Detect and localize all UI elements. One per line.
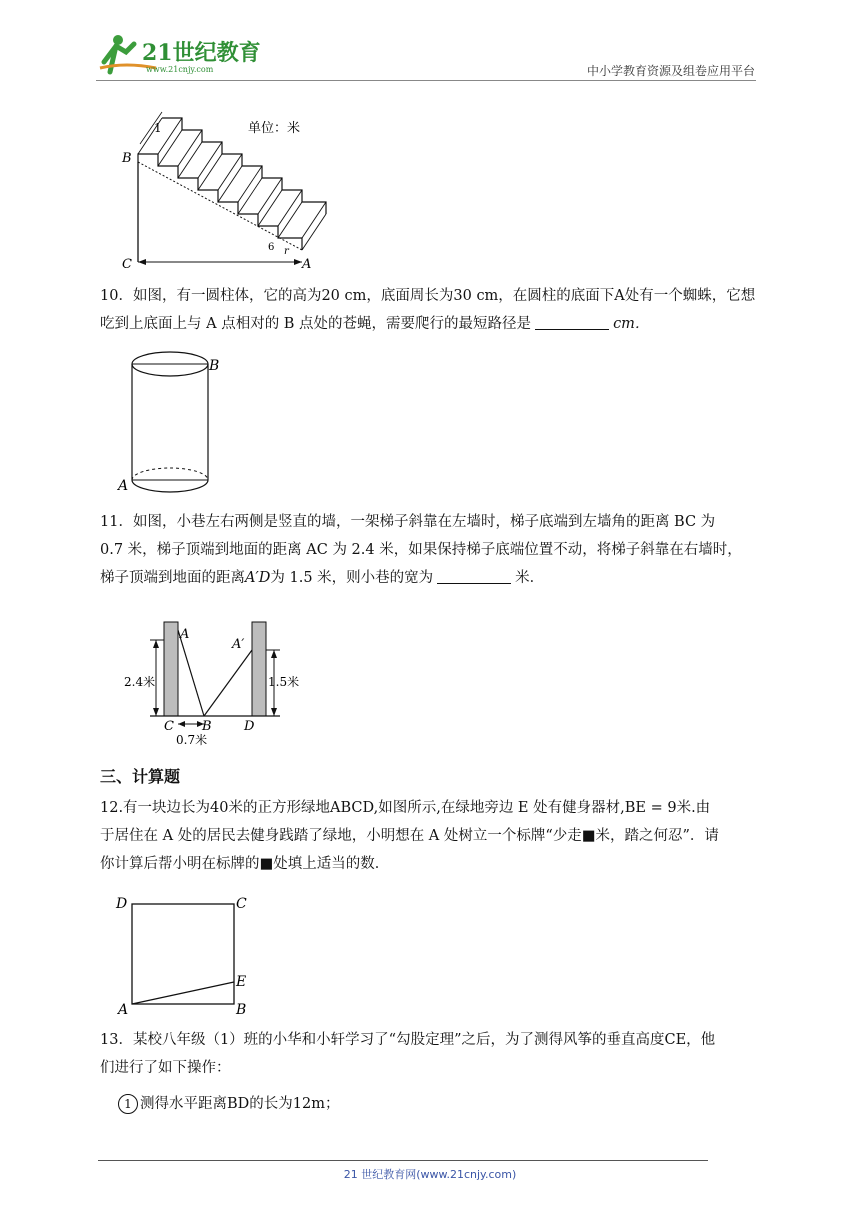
q10-unit: cm． [613, 316, 650, 332]
footer-divider [98, 1160, 708, 1161]
logo-main-text: 21世纪教育 [142, 40, 261, 66]
question-10 [100, 282, 760, 338]
stairs-label-6: 6 [268, 242, 275, 253]
q12-line2: 于居住在 A 处的居民去健身践踏了绿地，小明想在 A 处树立一个标牌“少走■米，踏之何忍”．请 [100, 828, 719, 844]
question-11 [100, 508, 760, 592]
header-platform-text: 中小学教育资源及组卷应用平台 [586, 64, 755, 78]
ladder-figure [124, 618, 314, 750]
footer-link[interactable]: 21 世纪教育网(www.21cnjy.com) [343, 1168, 517, 1181]
q11-line3a: 梯子顶端到地面的距离 [100, 570, 245, 586]
question-12 [100, 794, 760, 878]
ladder-label-D: D [244, 719, 255, 734]
q12-line1: 12.有一块边长为40米的正方形绿地ABCD,如图所示,在绿地旁边 E 处有健身器材,BE = 9米.由 [100, 800, 711, 816]
q11-answer-blank[interactable] [437, 567, 511, 584]
q11-line2: 0.7 米，梯子顶端到地面的距离 AC 为 2.4 米，如果保持梯子底端位置不动，将梯子斜靠在右墙时， [100, 542, 742, 558]
ladder-label-right-height: 1.5米 [268, 675, 300, 689]
ladder-label-left-height: 2.4米 [124, 675, 156, 689]
q10-answer-blank[interactable] [535, 313, 609, 330]
ladder-label-A: A [180, 627, 190, 642]
q10-text: 10．如图，有一圆柱体，它的高为20 cm，底面周长为30 cm，在圆柱的底面下A处有一个蜘蛛，它想吃到上底面上与 A 点相对的 B 点处的苍蝇，需要爬行的最短路径是 [100, 288, 756, 332]
q11-line3c: 米． [515, 570, 545, 586]
square-label-E: E [236, 974, 247, 990]
q12-line3: 你计算后帮小明在标牌的■处填上适当的数． [100, 856, 390, 872]
cylinder-figure [114, 346, 224, 494]
q13-line2: 们进行了如下操作： [100, 1060, 231, 1076]
q11-line3b: 为 1.5 米，则小巷的宽为 [270, 570, 434, 586]
stairs-label-A: A [302, 257, 312, 272]
q11-line1: 11．如图，小巷左右两侧是竖直的墙，一架梯子斜靠在左墙时，梯子底端到左墙角的距离 BC 为 [100, 514, 716, 530]
logo-sub-text: www.21cnjy.com [146, 65, 214, 74]
site-logo [96, 32, 266, 76]
question-13 [100, 1026, 760, 1118]
stairs-label-B: B [122, 151, 132, 166]
ladder-label-A-prime: A′ [232, 637, 245, 652]
square-label-C: C [236, 896, 247, 912]
stairs-label-1: 1 [154, 121, 162, 135]
ladder-label-B: B [202, 719, 212, 734]
square-label-B: B [236, 1002, 247, 1018]
stairs-figure [118, 104, 338, 276]
square-figure [112, 890, 262, 1018]
cylinder-label-A: A [118, 478, 129, 494]
stairs-unit-label: 单位：米 [248, 121, 301, 136]
q13-item-1-text: 测得水平距离BD的长为12m； [140, 1096, 340, 1112]
section-title-calc: 三、计算题 [100, 767, 181, 786]
q13-item-1 [100, 1090, 760, 1118]
q13-item-1-number: 1 [118, 1094, 138, 1114]
square-label-D: D [116, 896, 128, 912]
ladder-label-bottom: 0.7米 [176, 733, 208, 747]
header-divider [96, 80, 756, 81]
ladder-label-C: C [164, 719, 174, 734]
stairs-label-C: C [122, 257, 132, 272]
q13-line1: 13．某校八年级（1）班的小华和小轩学习了“勾股定理”之后，为了测得风筝的垂直高度CE，他 [100, 1032, 716, 1048]
cylinder-label-B: B [209, 358, 220, 374]
q11-var: A′D [245, 570, 271, 586]
square-label-A: A [118, 1002, 129, 1018]
stairs-label-r: r [284, 246, 289, 257]
page-header [0, 0, 860, 80]
